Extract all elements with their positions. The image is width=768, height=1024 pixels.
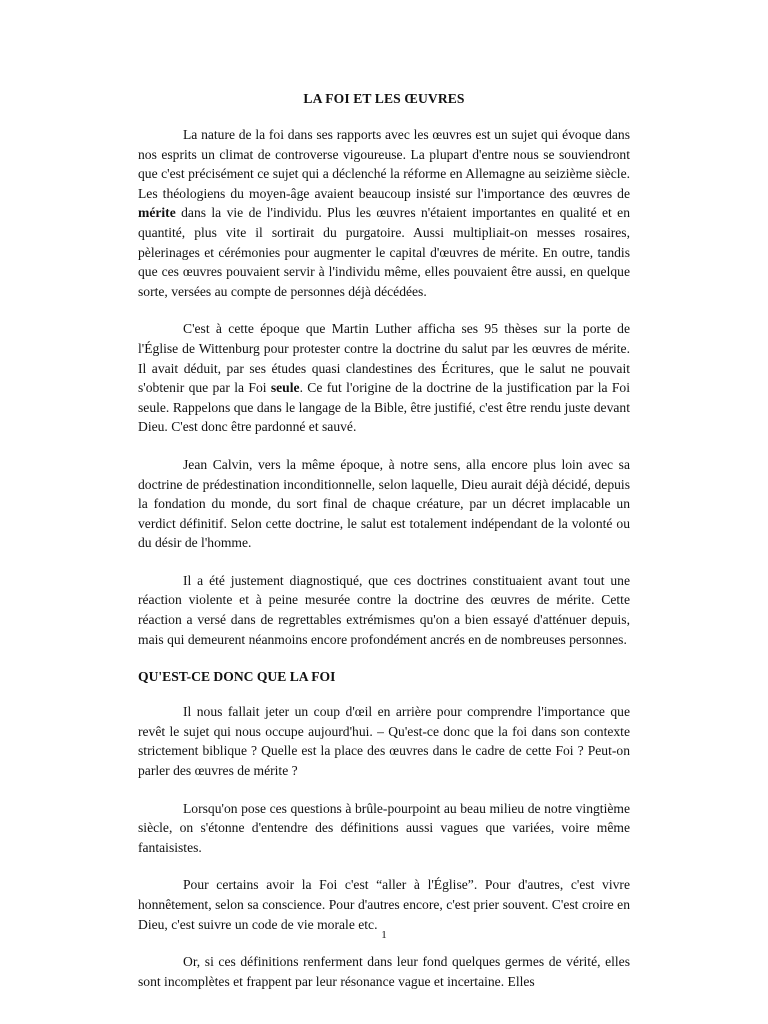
paragraph-2 (138, 319, 630, 437)
paragraph-6: Lorsqu'on pose ces questions à brûle-pourpoint au beau milieu de notre vingtième siècle, on s'étonne d'entendre des définitions aussi vagues que variées, voire même fantaisistes. (138, 800, 630, 855)
page-content (138, 89, 630, 991)
paragraph-1-text-b: dans la vie de l'individu. Plus les œuvres n'étaient importantes en qualité et en quantité, plus vite il sortirait du purgatoire. Aussi multipliait-on messes rosaires, pèlerinages et cérémonies pour augmenter le capital d'œuvres de mérite. En outre, tandis que ces œuvres pouvaient servir à l'individu même, elles pouvaient être aussi, en quelque sorte, versées au compte de personnes déjà décédées. (138, 205, 630, 299)
emphasis-merite: mérite (138, 205, 176, 221)
document-title: LA FOI ET LES ŒUVRES (303, 91, 465, 106)
paragraph-8: Or, si ces définitions renferment dans leur fond quelques germes de vérité, elles sont incomplètes et frappent par leur résonance vague et incertaine. Elles (138, 954, 630, 989)
paragraph-3: Jean Calvin, vers la même époque, à notre sens, alla encore plus loin avec sa doctrine de prédestination inconditionnelle, selon laquelle, Dieu aurait déjà décidé, depuis la fondation du monde, du sort final de chaque créature, par un décret implacable un verdict définitif. Selon cette doctrine, le salut est totalement indépendant de la volonté ou du désir de l'homme. (138, 456, 630, 551)
paragraph-4: Il a été justement diagnostiqué, que ces doctrines constituaient avant tout une réaction violente et à peine mesurée contre la doctrine des œuvres de mérite. Cette réaction a versé dans de regrettables extrémismes qu'on a bien essayé d'atténuer depuis, mais qui demeurent néanmoins encore profondément ancrés en de nombreuses personnes. (138, 572, 630, 647)
paragraph-1-text-a: La nature de la foi dans ses rapports avec les œuvres est un sujet qui évoque dans nos esprits un climat de controverse vigoureuse. La plupart d'entre nous se souviendront que c'est précisément ce sujet qui a déclenché la réforme en Allemagne au seizième siècle. Les théologiens du moyen-âge avaient beaucoup insisté sur l'importance des œuvres de (138, 127, 630, 201)
paragraph-5: Il nous fallait jeter un coup d'œil en arrière pour comprendre l'importance que revêt le sujet qui nous occupe aujourd'hui. – Qu'est-ce donc que la foi dans son contexte strictement biblique ? Quelle est la place des œuvres dans le cadre de cette Foi ? Peut-on parler des œuvres de mérite ? (138, 704, 630, 779)
paragraph-1 (138, 125, 630, 301)
paragraph-7: Pour certains avoir la Foi c'est “aller à l'Église”. Pour d'autres, c'est vivre honnêtement, selon sa conscience. Pour d'autres encore, c'est prier souvent. C'est croire en Dieu, c'est suivre un code de vie morale etc. (138, 877, 630, 932)
paragraph-2-text-b: . Ce fut l'origine de la doctrine de la justification par la Foi seule. Rappelons que dans le langage de la Bible, être justifié, c'est être rendu juste devant Dieu. C'est donc être pardonné et sauvé. (138, 380, 630, 435)
page-number: 1 (381, 929, 387, 941)
section-heading: QU'EST-CE DONC QUE LA FOI (138, 669, 336, 685)
emphasis-seule: seule (270, 380, 300, 396)
paragraph-2-text-a: C'est à cette époque que Martin Luther afficha ses 95 thèses sur la porte de l'Église de Wittenburg pour protester contre la doctrine du salut par les œuvres de mérite. Il avait déduit, par ses études quasi clandestines des Écritures, que le salut ne pouvait s'obtenir que par la Foi (138, 321, 630, 396)
